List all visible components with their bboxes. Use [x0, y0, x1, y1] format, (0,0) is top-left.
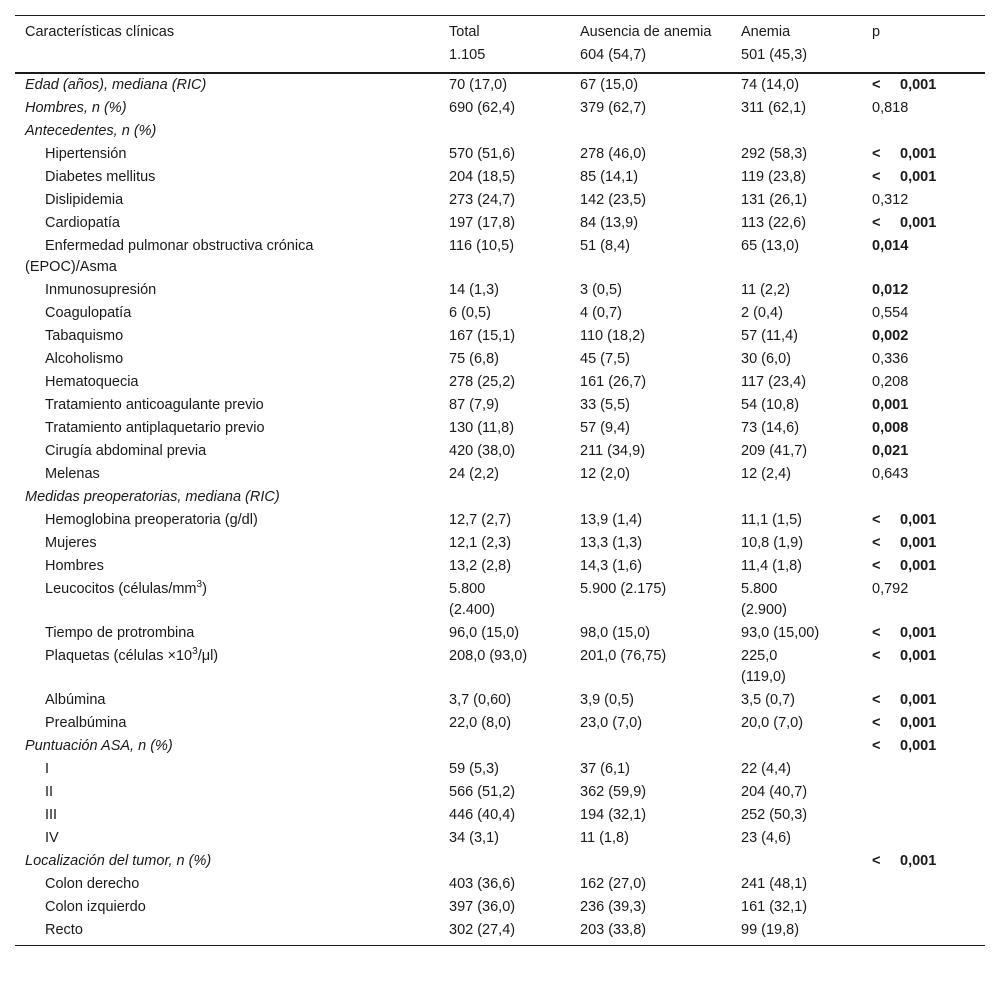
cell-anemia: 10,8 (1,9): [741, 535, 804, 551]
cell-anemia: 119 (23,8): [741, 169, 807, 185]
table-row: [15, 509, 985, 532]
cell-total: 59 (5,3): [449, 761, 499, 777]
cell-p-value: 0,012: [872, 282, 909, 298]
cell-anemia: 204 (40,7): [741, 784, 808, 800]
cell-anemia: 30 (6,0): [741, 351, 791, 367]
cell-total: 24 (2,2): [449, 466, 499, 482]
cell-total: 204 (18,5): [449, 169, 516, 185]
cell-anemia: 209 (41,7): [741, 443, 808, 459]
cell-anemia: [741, 486, 872, 509]
cell-total: 302 (27,4): [449, 919, 580, 946]
cell-anemia: 23 (4,6): [741, 830, 791, 846]
cell-no-anemia: 203 (33,8): [580, 919, 741, 946]
cell-no-anemia: 12 (2,0): [580, 466, 630, 482]
table-row: [15, 622, 985, 645]
cell-no-anemia: 278 (46,0): [580, 146, 647, 162]
table-row: [15, 166, 985, 189]
table-row: [15, 73, 985, 97]
cell-anemia: 161 (32,1): [741, 899, 808, 915]
cell-p-value: 0,818: [872, 100, 909, 116]
cell-anemia: 5.800 (2.900): [741, 581, 787, 618]
cell-no-anemia: 14,3 (1,6): [580, 558, 643, 574]
row-label: Hombres, n (%): [25, 100, 127, 116]
row-label: Leucocitos $(células/mm^3)$: [45, 579, 207, 597]
cell-total: 273 (24,7): [449, 192, 516, 208]
table-row: [15, 417, 985, 440]
cell-total: 87 (7,9): [449, 397, 499, 413]
cell-no-anemia: 37 (6,1): [580, 761, 630, 777]
cell-total: [449, 735, 580, 758]
row-label: II: [45, 784, 54, 800]
header-n-total: 1.105: [449, 45, 580, 73]
table-row: [15, 919, 985, 946]
cell-no-anemia: 362 (59,9): [580, 784, 647, 800]
cell-total: 446 (40,4): [449, 807, 516, 823]
cell-no-anemia: 23,0 (7,0): [580, 715, 643, 731]
row-label: Tiempo de protrombina: [45, 625, 195, 641]
cell-anemia: 99 (19,8): [741, 919, 872, 946]
table-row: [15, 712, 985, 735]
cell-no-anemia: 45 (7,5): [580, 351, 630, 367]
cell-no-anemia: 110 (18,2): [580, 328, 646, 344]
row-label: Antecedentes, n (%): [25, 123, 157, 139]
header-p: p: [872, 16, 985, 46]
row-label: Prealbúmina: [45, 715, 127, 731]
cell-total: 116 (10,5): [449, 238, 515, 254]
table-row: [15, 371, 985, 394]
header-n-no-anemia: 604 (54,7): [580, 45, 741, 73]
table-row: [15, 578, 985, 622]
cell-p-value: 0,002: [872, 328, 909, 344]
row-label: Inmunosupresión: [45, 282, 157, 298]
cell-anemia: 311 (62,1): [741, 100, 807, 116]
cell-p-value: 0,208: [872, 374, 909, 390]
cell-p-value: < 0,001: [872, 558, 937, 574]
cell-p-value: < 0,001: [872, 853, 937, 869]
cell-total: 3,7 (0,60): [449, 692, 512, 708]
cell-no-anemia: 98,0 (15,0): [580, 625, 651, 641]
header-n-anemia: 501 (45,3): [741, 45, 872, 73]
cell-p-value: [872, 804, 985, 827]
cell-p-value: [872, 486, 985, 509]
header-counts-row: [15, 45, 985, 73]
cell-anemia: 131 (26,1): [741, 192, 808, 208]
cell-no-anemia: 3,9 (0,5): [580, 692, 634, 708]
row-label: Coagulopatía: [45, 305, 132, 321]
cell-total: 6 (0,5): [449, 305, 491, 321]
cell-p-value: < 0,001: [872, 535, 937, 551]
cell-p-value: < 0,001: [872, 648, 937, 664]
cell-p-value: [872, 827, 985, 850]
cell-anemia: 225,0 (119,0): [741, 648, 786, 685]
cell-total: 420 (38,0): [449, 443, 516, 459]
cell-no-anemia: 379 (62,7): [580, 100, 647, 116]
table-row: [15, 781, 985, 804]
row-label: Tabaquismo: [45, 328, 124, 344]
cell-anemia: 241 (48,1): [741, 876, 808, 892]
cell-no-anemia: 13,3 (1,3): [580, 535, 643, 551]
cell-no-anemia: [580, 120, 741, 143]
cell-p-value: [872, 120, 985, 143]
row-label: Tratamiento antiplaquetario previo: [45, 420, 265, 436]
cell-no-anemia: 85 (14,1): [580, 169, 639, 185]
cell-no-anemia: 211 (34,9): [580, 443, 646, 459]
row-label: Hipertensión: [45, 146, 127, 162]
header-characteristics: Características clínicas: [15, 16, 449, 46]
cell-anemia: [741, 850, 872, 873]
table-row: [15, 302, 985, 325]
cell-anemia: 117 (23,4): [741, 374, 807, 390]
row-label: Alcoholismo: [45, 351, 124, 367]
cell-no-anemia: 84 (13,9): [580, 215, 639, 231]
cell-total: 130 (11,8): [449, 420, 515, 436]
cell-total: 208,0 (93,0): [449, 648, 528, 664]
cell-total: 96,0 (15,0): [449, 625, 520, 641]
cell-no-anemia: [580, 735, 741, 758]
cell-no-anemia: [580, 486, 741, 509]
table-row: [15, 394, 985, 417]
table-row: [15, 758, 985, 781]
cell-p-value: 0,643: [872, 466, 909, 482]
cell-total: 690 (62,4): [449, 100, 516, 116]
cell-p-value: 0,792: [872, 581, 909, 597]
cell-p-value: 0,021: [872, 443, 909, 459]
table-row: [15, 645, 985, 689]
row-label: IV: [45, 830, 59, 846]
cell-anemia: 11,1 (1,5): [741, 512, 802, 528]
row-label: Diabetes mellitus: [45, 169, 156, 185]
row-label: Colon izquierdo: [45, 899, 146, 915]
table-row: [15, 463, 985, 486]
cell-anemia: 113 (22,6): [741, 215, 807, 231]
cell-no-anemia: 13,9 (1,4): [580, 512, 643, 528]
cell-no-anemia: 161 (26,7): [580, 374, 647, 390]
row-label: Hemoglobina preoperatoria (g/dl): [45, 512, 258, 528]
header-anemia: Anemia: [741, 16, 872, 46]
table-row: [15, 850, 985, 873]
row-label: I: [45, 761, 50, 777]
row-label: Plaquetas (células $\times 10^3/\mu l$): [45, 646, 219, 664]
cell-anemia: 20,0 (7,0): [741, 715, 804, 731]
row-label: Albúmina: [45, 692, 106, 708]
row-label: Melenas: [45, 466, 100, 482]
row-label: Hematoquecia: [45, 374, 139, 390]
cell-p-value: < 0,001: [872, 169, 937, 185]
table-row: [15, 555, 985, 578]
table-row: [15, 804, 985, 827]
table-row: [15, 532, 985, 555]
header-row: [15, 16, 985, 46]
cell-p-value: [872, 781, 985, 804]
table-row: [15, 325, 985, 348]
header-no-anemia: Ausencia de anemia: [580, 16, 741, 46]
row-label: Enfermedad pulmonar obstructiva crónica (EPOC)/Asma: [25, 238, 314, 275]
table-row: [15, 97, 985, 120]
cell-p-value: [872, 919, 985, 946]
cell-anemia: 12 (2,4): [741, 466, 791, 482]
cell-no-anemia: 194 (32,1): [580, 807, 647, 823]
cell-p-value: [872, 758, 985, 781]
cell-p-value: 0,001: [872, 397, 909, 413]
table-row: [15, 896, 985, 919]
cell-anemia: [741, 120, 872, 143]
table-row: [15, 120, 985, 143]
cell-p-value: < 0,001: [872, 715, 937, 731]
cell-p-value: [872, 873, 985, 896]
cell-anemia: 2 (0,4): [741, 305, 783, 321]
cell-p-value: < 0,001: [872, 77, 937, 93]
row-label: Tratamiento anticoagulante previo: [45, 397, 264, 413]
cell-no-anemia: [580, 850, 741, 873]
row-label: Cirugía abdominal previa: [45, 443, 207, 459]
cell-total: 75 (6,8): [449, 351, 499, 367]
cell-total: 12,1 (2,3): [449, 535, 512, 551]
cell-total: 13,2 (2,8): [449, 558, 512, 574]
cell-no-anemia: 51 (8,4): [580, 238, 630, 254]
cell-anemia: 252 (50,3): [741, 807, 808, 823]
cell-anemia: 65 (13,0): [741, 238, 800, 254]
cell-p-value: 0,554: [872, 305, 909, 321]
cell-p-value: 0,008: [872, 420, 909, 436]
cell-no-anemia: 3 (0,5): [580, 282, 622, 298]
cell-p-value: 0,336: [872, 351, 909, 367]
cell-total: 70 (17,0): [449, 77, 508, 93]
cell-total: 167 (15,1): [449, 328, 516, 344]
cell-p-value: < 0,001: [872, 146, 937, 162]
table-row: [15, 440, 985, 463]
row-label: Cardiopatía: [45, 215, 120, 231]
cell-no-anemia: 33 (5,5): [580, 397, 630, 413]
cell-p-value: 0,312: [872, 192, 909, 208]
cell-anemia: 11,4 (1,8): [741, 558, 802, 574]
cell-no-anemia: 201,0 (76,75): [580, 648, 667, 664]
cell-anemia: 57 (11,4): [741, 328, 798, 344]
cell-total: 566 (51,2): [449, 784, 516, 800]
table-row: [15, 735, 985, 758]
clinical-characteristics-table: [15, 15, 985, 946]
cell-no-anemia: 67 (15,0): [580, 77, 639, 93]
cell-total: [449, 120, 580, 143]
cell-anemia: 3,5 (0,7): [741, 692, 795, 708]
table-row: [15, 279, 985, 302]
cell-total: 14 (1,3): [449, 282, 499, 298]
cell-no-anemia: 142 (23,5): [580, 192, 647, 208]
cell-total: 403 (36,6): [449, 876, 516, 892]
row-label: Dislipidemia: [45, 192, 124, 208]
cell-anemia: 73 (14,6): [741, 420, 800, 436]
cell-total: [449, 486, 580, 509]
cell-anemia: 74 (14,0): [741, 77, 800, 93]
cell-anemia: 93,0 (15,00): [741, 625, 820, 641]
cell-p-value: < 0,001: [872, 738, 937, 754]
cell-anemia: 11 (2,2): [741, 282, 790, 298]
table-row: [15, 873, 985, 896]
cell-anemia: [741, 735, 872, 758]
row-label: Medidas preoperatorias, mediana (RIC): [25, 489, 280, 505]
cell-total: [449, 850, 580, 873]
table-row: [15, 348, 985, 371]
row-label: Puntuación ASA, n (%): [25, 738, 173, 754]
cell-no-anemia: 162 (27,0): [580, 876, 647, 892]
table-row: [15, 689, 985, 712]
cell-total: 570 (51,6): [449, 146, 516, 162]
row-label: III: [45, 807, 58, 823]
cell-p-value: < 0,001: [872, 692, 937, 708]
cell-no-anemia: 5.900 (2.175): [580, 581, 667, 597]
row-label: Localización del tumor, n (%): [25, 853, 212, 869]
table-row: [15, 827, 985, 850]
row-label: Recto: [15, 919, 449, 946]
row-label: Edad (años), mediana (RIC): [25, 77, 207, 93]
cell-anemia: 292 (58,3): [741, 146, 808, 162]
header-total: Total: [449, 16, 580, 46]
cell-p-value: < 0,001: [872, 512, 937, 528]
table-row: [15, 486, 985, 509]
cell-total: 34 (3,1): [449, 830, 499, 846]
table-row: [15, 235, 985, 279]
table-row: [15, 189, 985, 212]
cell-no-anemia: 57 (9,4): [580, 420, 630, 436]
cell-total: 12,7 (2,7): [449, 512, 512, 528]
cell-no-anemia: 4 (0,7): [580, 305, 622, 321]
table-row: [15, 212, 985, 235]
cell-p-value: [872, 896, 985, 919]
row-label: Hombres: [45, 558, 104, 574]
cell-p-value: < 0,001: [872, 625, 937, 641]
cell-p-value: 0,014: [872, 238, 909, 254]
cell-anemia: 54 (10,8): [741, 397, 800, 413]
cell-total: 397 (36,0): [449, 899, 516, 915]
cell-no-anemia: 11 (1,8): [580, 830, 629, 846]
row-label: Colon derecho: [45, 876, 140, 892]
cell-total: 22,0 (8,0): [449, 715, 512, 731]
cell-anemia: 22 (4,4): [741, 761, 791, 777]
cell-total: 197 (17,8): [449, 215, 516, 231]
cell-total: 278 (25,2): [449, 374, 516, 390]
cell-p-value: < 0,001: [872, 215, 937, 231]
row-label: Mujeres: [45, 535, 97, 551]
cell-no-anemia: 236 (39,3): [580, 899, 647, 915]
table-row: [15, 143, 985, 166]
cell-total: 5.800 (2.400): [449, 581, 495, 618]
